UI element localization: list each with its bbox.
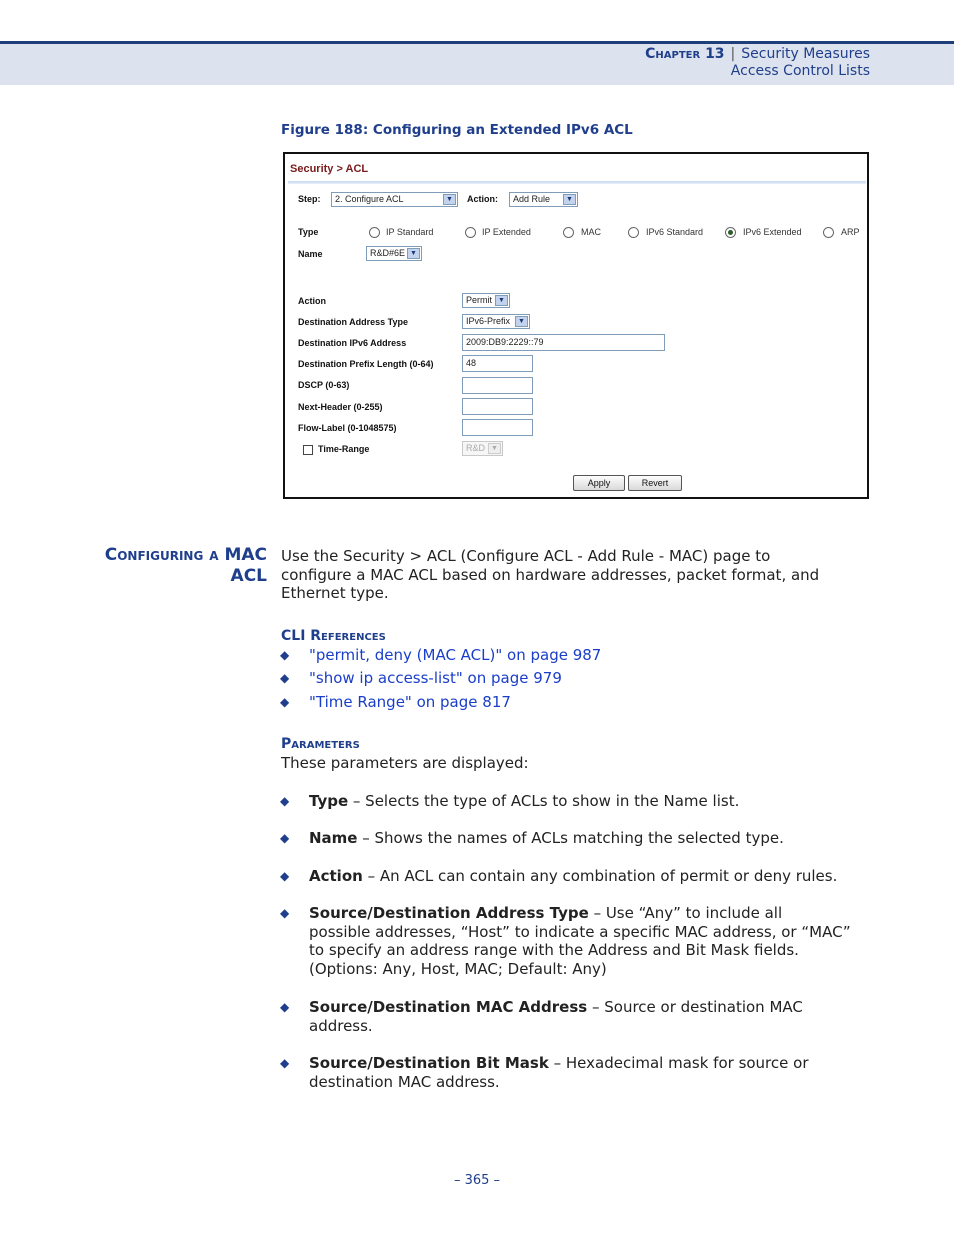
dest-ipv6-input[interactable]: 2009:DB9:2229::79 xyxy=(462,334,665,351)
time-range-checkbox[interactable] xyxy=(303,445,313,455)
type-radio-mac[interactable] xyxy=(563,227,574,238)
figure-caption: Figure 188: Configuring an Extended IPv6 ACL xyxy=(281,122,633,138)
dest-prefix-input[interactable]: 48 xyxy=(462,355,533,372)
type-radio-ipv6-extended[interactable] xyxy=(725,227,736,238)
section-heading xyxy=(105,545,267,587)
bullet-diamond-icon: ◆ xyxy=(280,831,290,845)
dest-ipv6-label: Destination IPv6 Address xyxy=(298,338,407,348)
param-desc: – Hexadecimal mask for source or xyxy=(548,1054,809,1072)
step-select-value: 2. Configure ACL xyxy=(335,194,404,204)
intro-line: configure a MAC ACL based on hardware addresses, packet format, and xyxy=(281,565,820,584)
breadcrumb: Security > ACL xyxy=(290,163,369,175)
section-heading-line1: Configuring a MAC xyxy=(104,545,267,565)
flow-label-input[interactable] xyxy=(462,419,533,436)
param-item-address-type xyxy=(309,904,851,978)
param-term: Source/Destination Bit Mask xyxy=(309,1054,549,1072)
time-range-select[interactable] xyxy=(462,441,503,456)
dest-addr-type-select[interactable] xyxy=(462,314,530,329)
bullet-diamond-icon: ◆ xyxy=(280,1000,290,1014)
type-label: Type xyxy=(298,227,319,237)
apply-button[interactable]: Apply xyxy=(573,475,625,491)
name-select[interactable] xyxy=(366,246,422,261)
type-option-label: MAC xyxy=(581,227,601,237)
next-header-input[interactable] xyxy=(462,398,533,415)
bullet-diamond-icon: ◆ xyxy=(280,869,290,883)
param-term: Source/Destination MAC Address xyxy=(309,998,588,1016)
chevron-down-icon: ▼ xyxy=(407,248,420,259)
cli-link-time-range[interactable]: "Time Range" on page 817 xyxy=(309,693,511,711)
revert-button[interactable]: Revert xyxy=(628,475,682,491)
action-select[interactable] xyxy=(509,192,578,207)
param-term: Action xyxy=(309,867,363,885)
flow-label-label: Flow-Label (0-1048575) xyxy=(298,423,397,433)
breadcrumb-rule xyxy=(288,181,866,184)
type-option-label: ARP xyxy=(841,227,860,237)
type-option-label: IPv6 Extended xyxy=(743,227,802,237)
rule-action-select[interactable] xyxy=(462,293,510,308)
param-desc: to specify an address range with the Address and Bit Mask fields. xyxy=(309,941,799,959)
param-item-bit-mask xyxy=(309,1054,809,1091)
param-desc: – Source or destination MAC xyxy=(587,998,803,1016)
dscp-label: DSCP (0-63) xyxy=(298,380,350,390)
step-select[interactable] xyxy=(331,192,458,207)
action-select-value: Add Rule xyxy=(513,194,551,204)
bullet-diamond-icon: ◆ xyxy=(280,906,290,920)
chapter-label: Chapter 13 xyxy=(645,46,725,62)
intro-paragraph xyxy=(281,547,819,603)
param-item-mac-address xyxy=(309,998,803,1035)
chevron-down-icon: ▼ xyxy=(443,194,456,205)
parameters-heading: Parameters xyxy=(281,736,360,752)
section-heading-line2: ACL xyxy=(230,566,267,586)
step-label: Step: xyxy=(298,194,321,204)
header-separator: | xyxy=(730,46,736,62)
bullet-diamond-icon: ◆ xyxy=(280,695,290,709)
cli-references-heading: CLI References xyxy=(281,628,386,644)
bullet-diamond-icon: ◆ xyxy=(280,1056,290,1070)
dscp-input[interactable] xyxy=(462,377,533,394)
next-header-label: Next-Header (0-255) xyxy=(298,402,383,412)
action-top-label: Action: xyxy=(467,194,498,204)
param-item-action xyxy=(309,867,837,886)
dest-prefix-label: Destination Prefix Length (0-64) xyxy=(298,359,434,369)
time-range-value: R&D xyxy=(466,443,486,453)
param-item-name xyxy=(309,829,784,848)
param-desc: address. xyxy=(309,1016,373,1035)
section-title: Security Measures xyxy=(741,46,870,62)
type-radio-ip-extended[interactable] xyxy=(465,227,476,238)
chevron-down-icon: ▼ xyxy=(563,194,576,205)
bullet-diamond-icon: ◆ xyxy=(280,794,290,808)
param-term: Name xyxy=(309,829,358,847)
param-item-type xyxy=(309,792,739,811)
type-radio-ip-standard[interactable] xyxy=(369,227,380,238)
parameters-intro: These parameters are displayed: xyxy=(281,754,529,772)
bullet-diamond-icon: ◆ xyxy=(280,648,290,662)
time-range-label: Time-Range xyxy=(318,444,370,454)
subsection-title: Access Control Lists xyxy=(730,63,870,79)
running-header xyxy=(645,46,870,62)
dest-addr-type-value: IPv6-Prefix xyxy=(466,316,511,326)
param-desc: possible addresses, “Host” to indicate a specific MAC address, or “MAC” xyxy=(309,922,851,941)
type-option-label: IP Extended xyxy=(482,227,531,237)
param-desc: – Use “Any” to include all xyxy=(588,904,783,922)
rule-action-label: Action xyxy=(298,296,326,306)
name-label: Name xyxy=(298,249,323,259)
page-number: – 365 – xyxy=(453,1173,501,1188)
type-radio-arp[interactable] xyxy=(823,227,834,238)
chevron-down-icon: ▼ xyxy=(488,443,501,454)
param-term: Source/Destination Address Type xyxy=(309,904,589,922)
param-desc: destination MAC address. xyxy=(309,1072,500,1091)
bullet-diamond-icon: ◆ xyxy=(280,671,290,685)
intro-line: Use the Security > ACL (Configure ACL - Add Rule - MAC) page to xyxy=(281,547,771,565)
dest-addr-type-label: Destination Address Type xyxy=(298,317,409,327)
param-desc: (Options: Any, Host, MAC; Default: Any) xyxy=(309,959,607,978)
rule-action-value: Permit xyxy=(466,295,493,305)
chevron-down-icon: ▼ xyxy=(495,295,508,306)
param-desc: – Selects the type of ACLs to show in the Name list. xyxy=(348,792,740,810)
chevron-down-icon: ▼ xyxy=(515,316,528,327)
type-option-label: IP Standard xyxy=(386,227,434,237)
param-term: Type xyxy=(309,792,349,810)
acl-config-screenshot xyxy=(283,152,869,499)
param-desc: – An ACL can contain any combination of permit or deny rules. xyxy=(362,867,838,885)
name-select-value: R&D#6E xyxy=(370,248,406,258)
intro-line: Ethernet type. xyxy=(281,584,389,602)
type-option-label: IPv6 Standard xyxy=(646,227,704,237)
type-radio-ipv6-standard[interactable] xyxy=(628,227,639,238)
cli-link-permit-deny[interactable]: "permit, deny (MAC ACL)" on page 987 xyxy=(309,646,602,664)
cli-link-show-ip-access-list[interactable]: "show ip access-list" on page 979 xyxy=(309,669,562,687)
param-desc: – Shows the names of ACLs matching the selected type. xyxy=(357,829,784,847)
